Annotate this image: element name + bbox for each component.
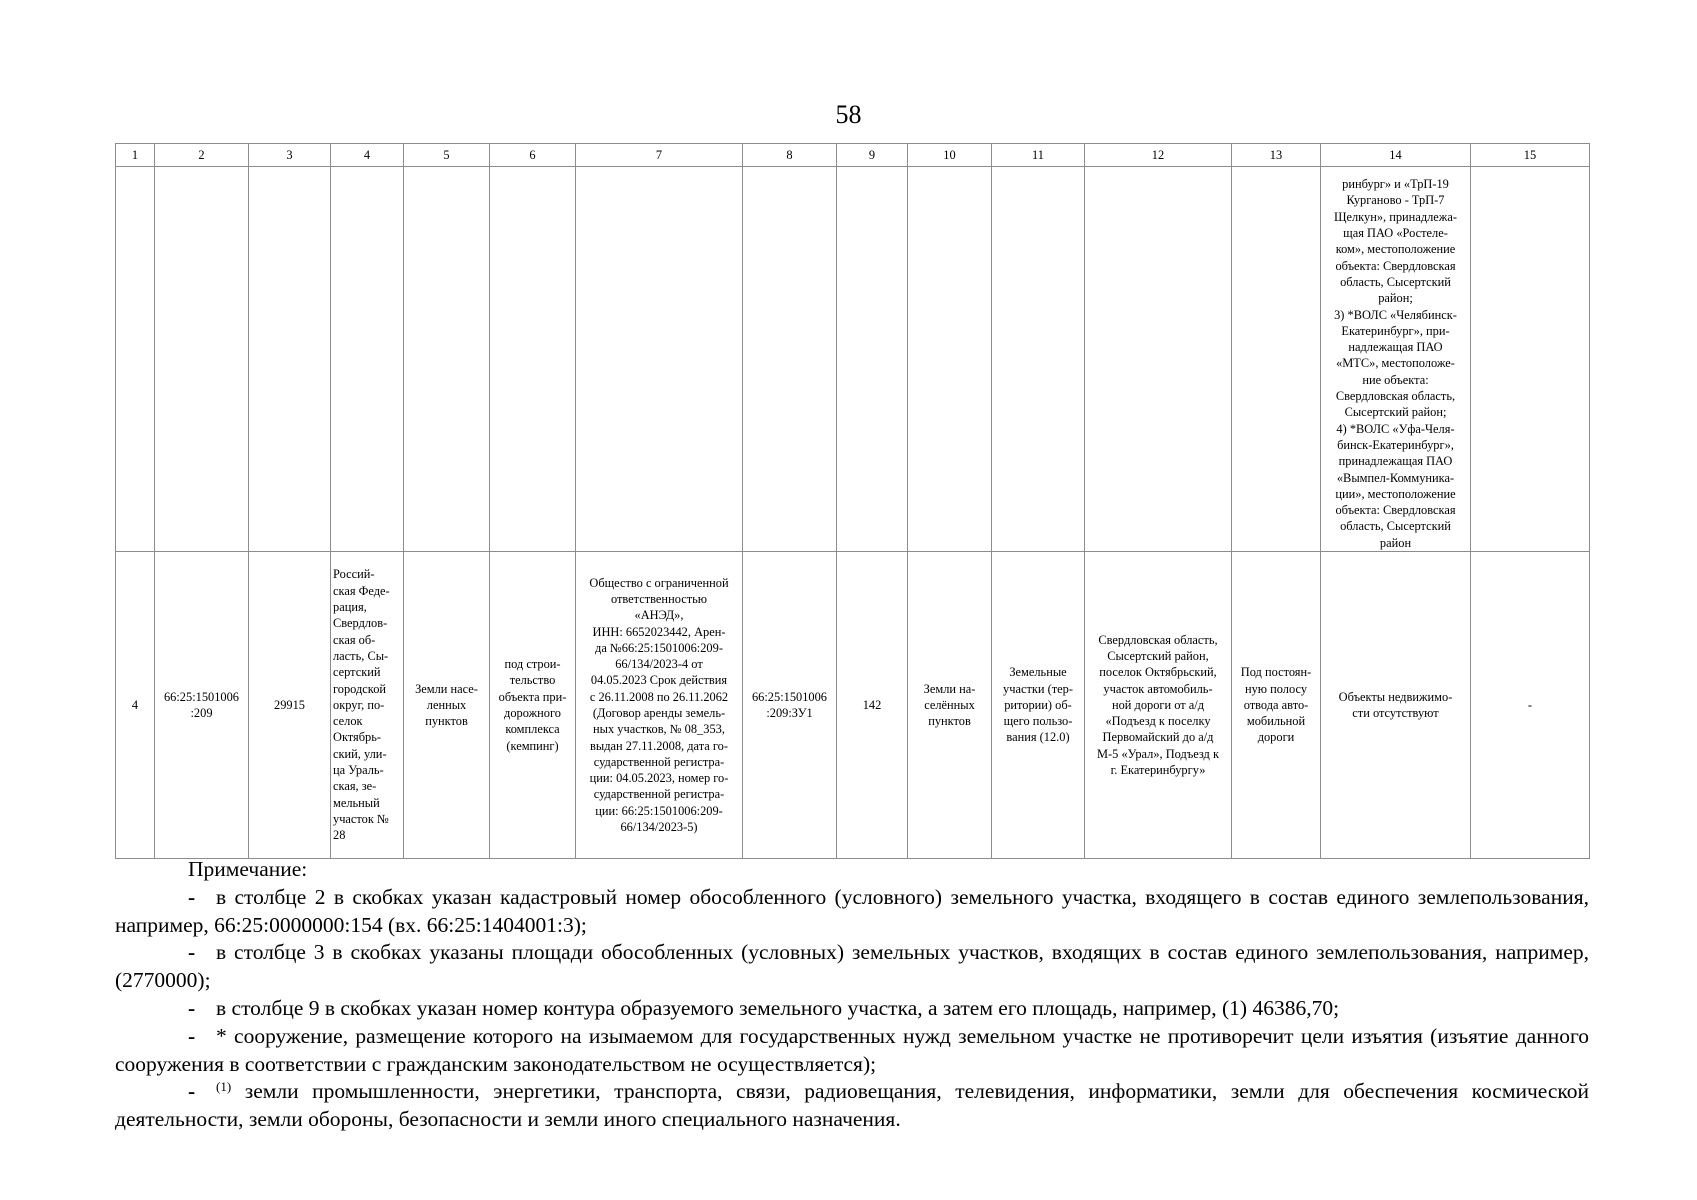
dash-marker: - <box>188 1023 196 1048</box>
encumbrance-cell: ринбург» и «ТрП-19 Курганово - ТрП-7 Щелкун», принадлежа- щая ПАО «Ростеле- ком», местоположение объекта: Свердловская область, Сысертский район; 3) *ВОЛС «Челябинск- Екатеринбург», при- надлежащая ПАО «МТС», местоположе- ние объекта: Свердловская область, Сысертский район; 4) *ВОЛС «Уфа-Челя- бинск-Екатеринбург», принадлежащая ПАО «Вымпел-Коммуника- ции», местоположение объекта: Свердловская область, Сысертский район <box>1321 167 1471 552</box>
notes-section <box>115 856 1589 1134</box>
note-item <box>115 1078 1589 1134</box>
column-number: 8 <box>743 144 837 167</box>
table-cell <box>404 167 490 552</box>
footnote-marker: (1) <box>216 1079 232 1095</box>
column-number: 14 <box>1321 144 1471 167</box>
address-cell: Россий- ская Феде- рация, Свердлов- ская об- ласть, Сы- сертский городской округ, по- селок Октябрь- ский, ули- ца Ураль- ская, зе- мельный участок № 28 <box>331 552 404 859</box>
column-number: 12 <box>1085 144 1232 167</box>
dash-marker: - <box>188 995 196 1020</box>
new-land-category-cell: Земли на- селённых пунктов <box>908 552 992 859</box>
column-number: 11 <box>992 144 1085 167</box>
column-number: 2 <box>155 144 249 167</box>
table-cell <box>116 167 155 552</box>
dash-marker: - <box>188 940 196 965</box>
cadastral-number-cell: 66:25:1501006 :209 <box>155 552 249 859</box>
column-number: 4 <box>331 144 404 167</box>
purpose-cell: Под постоян- ную полосу отвода авто- мобильной дороги <box>1232 552 1321 859</box>
column-number: 7 <box>576 144 743 167</box>
table-cell <box>1232 167 1321 552</box>
note-item <box>115 995 1589 1023</box>
note-text: в столбце 2 в скобках указан кадастровый номер обособленного (условного) земельного участка, входящего в состав единого землепользования, например, 66:25:0000000:154 (вх. 66:25:1404001:3); <box>115 884 1589 937</box>
column-number: 5 <box>404 144 490 167</box>
table-cell <box>837 167 908 552</box>
column-number: 3 <box>249 144 331 167</box>
land-category-cell: Земли насе- ленных пунктов <box>404 552 490 859</box>
column-number-row <box>116 144 1590 167</box>
column-number: 15 <box>1471 144 1590 167</box>
table-cell <box>743 167 837 552</box>
column-number: 13 <box>1232 144 1321 167</box>
dash-marker: - <box>188 1079 196 1104</box>
column-number: 9 <box>837 144 908 167</box>
land-plots-table <box>115 143 1590 859</box>
table-cell: - <box>1471 552 1590 859</box>
column-number: 6 <box>490 144 576 167</box>
table-cell <box>908 167 992 552</box>
table-row <box>116 167 1590 552</box>
column-number: 10 <box>908 144 992 167</box>
table-cell <box>331 167 404 552</box>
column-number: 1 <box>116 144 155 167</box>
table-cell <box>155 167 249 552</box>
table-cell <box>249 167 331 552</box>
area-cell: 29915 <box>249 552 331 859</box>
page-number: 58 <box>835 100 862 129</box>
note-text: в столбце 3 в скобках указаны площади обособленных (условных) земельных участков, входящих в состав единого землепользования, например, (2770000); <box>115 940 1589 993</box>
new-permitted-use-cell: Земельные участки (тер- ритории) об- щего пользо- вания (12.0) <box>992 552 1085 859</box>
new-plot-area-cell: 142 <box>837 552 908 859</box>
note-item <box>115 939 1589 995</box>
note-item <box>115 884 1589 940</box>
location-cell: Свердловская область, Сысертский район, поселок Октябрьский, участок автомобиль- ной дороги от а/д «Подъезд к поселку Первомайский до а/д М-5 «Урал», Подъезд к г. Екатеринбургу» <box>1085 552 1232 859</box>
new-plot-number-cell: 66:25:1501006 :209:ЗУ1 <box>743 552 837 859</box>
table-cell <box>992 167 1085 552</box>
dash-marker: - <box>188 884 196 909</box>
table-row <box>116 552 1590 859</box>
note-text: земли промышленности, энергетики, транспорта, связи, радиовещания, телевидения, информатики, земли для обеспечения космической деятельности, земли обороны, безопасности и земли иного специального назначения. <box>115 1079 1589 1132</box>
table-cell <box>576 167 743 552</box>
note-item <box>115 1023 1589 1079</box>
notes-title: Примечание: <box>188 857 308 881</box>
table-cell <box>1471 167 1590 552</box>
rights-holder-cell: Общество с ограниченной ответственностью «АНЭД», ИНН: 6652023442, Арен- да №66:25:1501006:209- 66/134/2023-4 от 04.05.2023 Срок действия с 26.11.2008 по 26.11.2062 (Договор аренды земель- ных участков, № 08_353, выдан 27.11.2008, дата го- сударственной регистра- ции: 04.05.2023, номер го- сударственной регистра- ции: 66:25:1501006:209- 66/134/2023-5) <box>576 552 743 859</box>
table-cell <box>490 167 576 552</box>
permitted-use-cell: под строи- тельство объекта при- дорожного комплекса (кемпинг) <box>490 552 576 859</box>
note-text: * сооружение, размещение которого на изымаемом для государственных нужд земельном участке не противоречит цели изъятия (изъятие данного сооружения в соответствии с гражданским законодательством не осуществляется); <box>115 1023 1589 1076</box>
note-text: в столбце 9 в скобках указан номер контура образуемого земельного участка, а затем его площадь, например, (1) 46386,70; <box>216 995 1340 1020</box>
row-number-cell: 4 <box>116 552 155 859</box>
real-estate-cell: Объекты недвижимо- сти отсутствуют <box>1321 552 1471 859</box>
table-cell <box>1085 167 1232 552</box>
